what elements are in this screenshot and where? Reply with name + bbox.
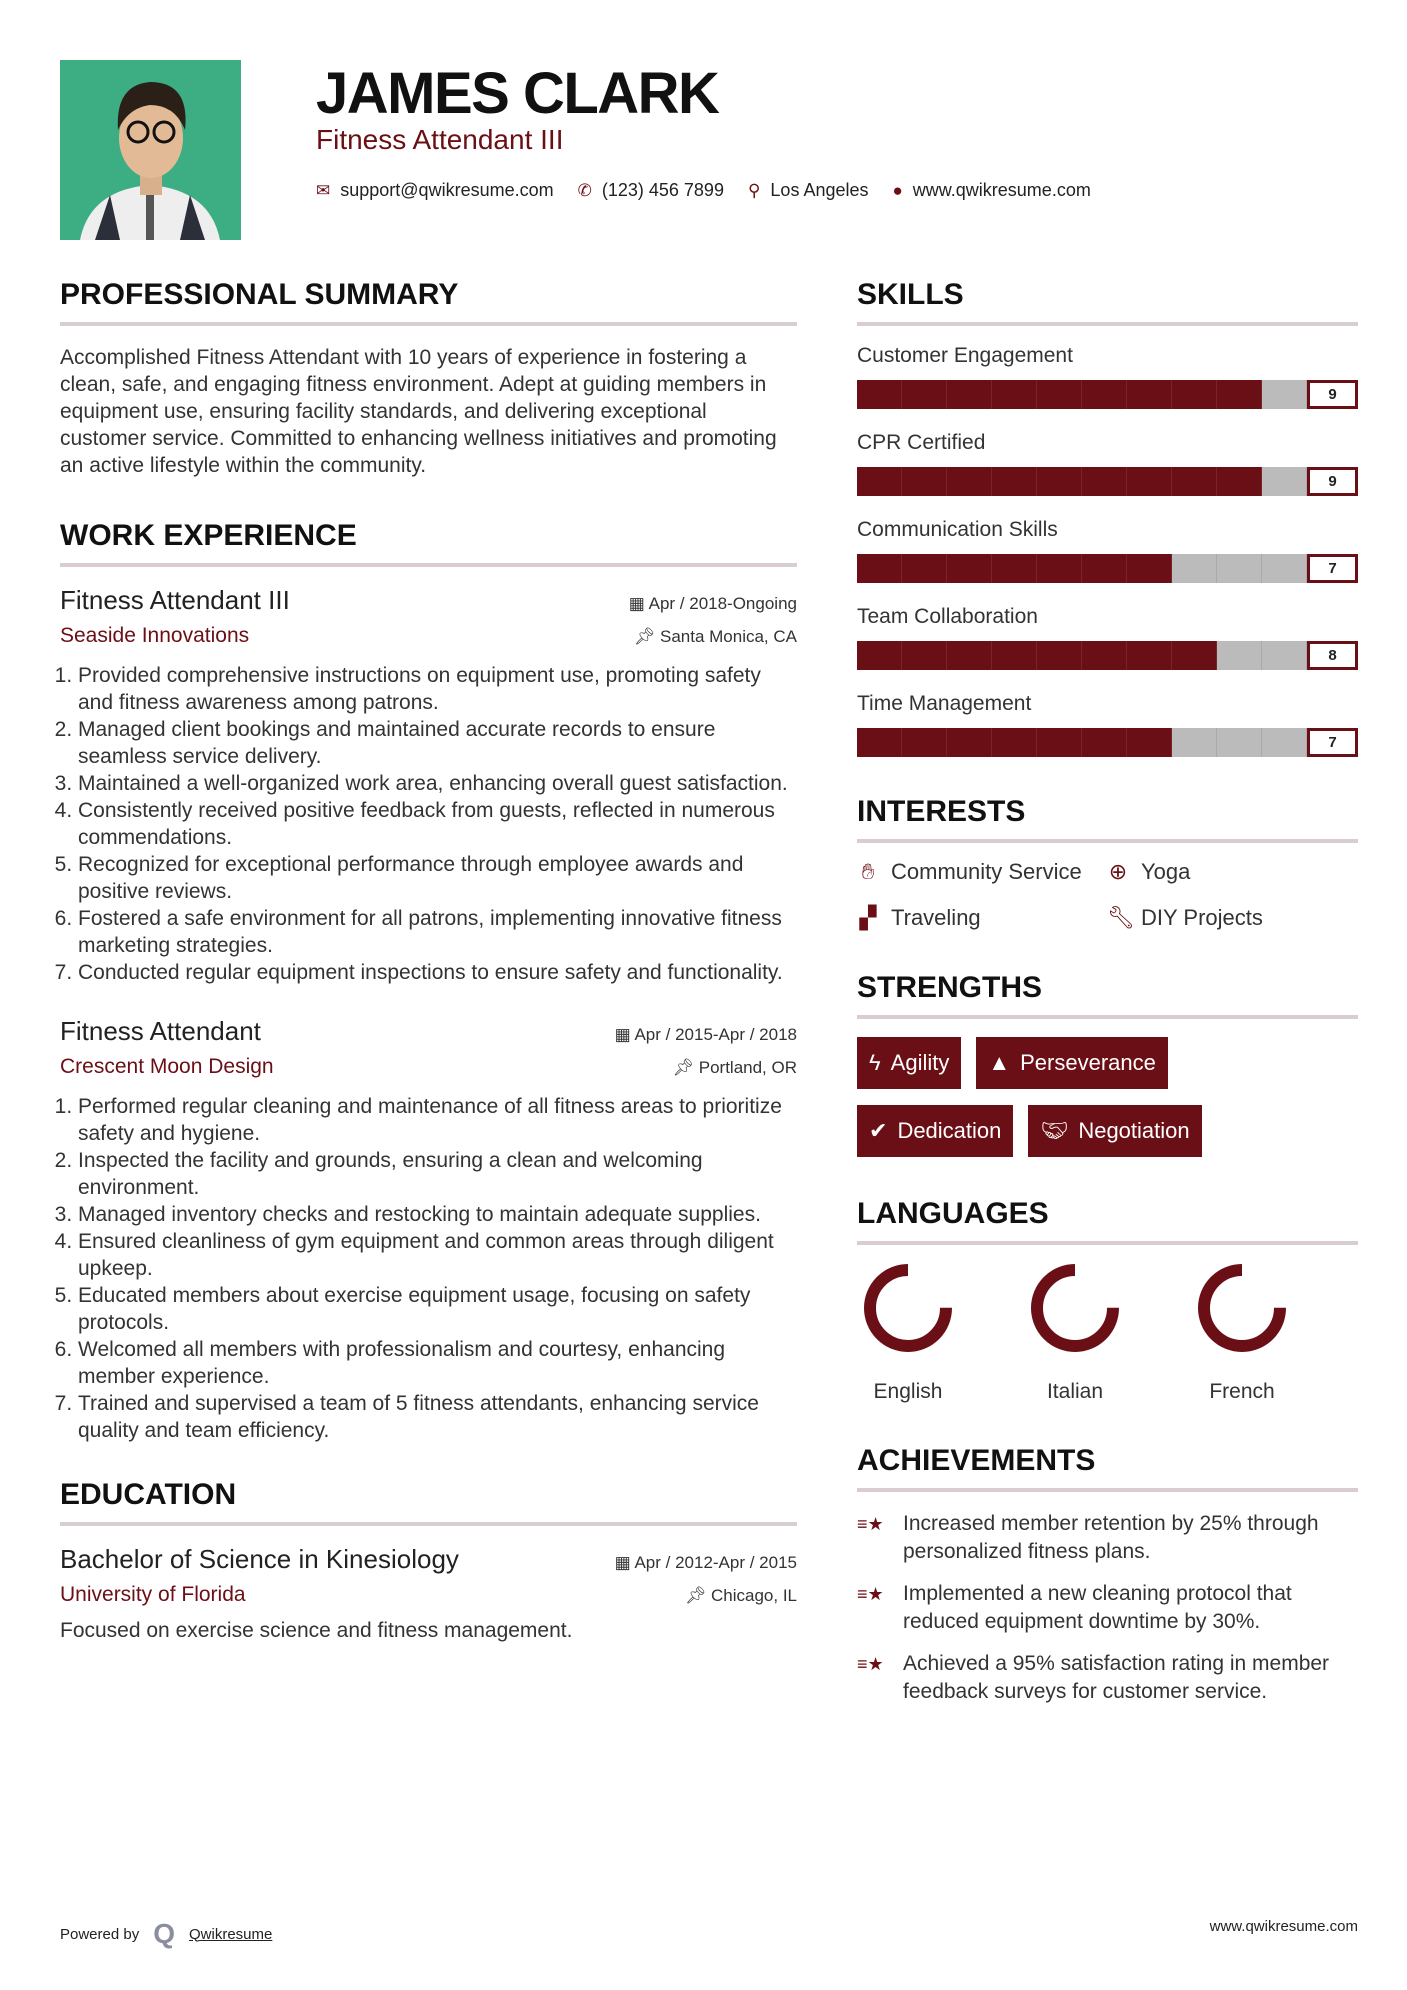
strength-label: Dedication bbox=[897, 1118, 1002, 1143]
job-dates: Apr / 2018-Ongoing bbox=[648, 594, 797, 613]
language-item bbox=[1197, 1263, 1287, 1404]
company-name: Crescent Moon Design bbox=[60, 1055, 274, 1078]
interest-item bbox=[1107, 905, 1357, 931]
calendar-icon: ▦ bbox=[614, 1553, 635, 1572]
skill-bar bbox=[857, 641, 1358, 670]
skill-name: CPR Certified bbox=[857, 431, 986, 454]
job-entry bbox=[60, 585, 797, 986]
skill-bar-segment bbox=[1262, 641, 1307, 670]
strength-badge bbox=[857, 1105, 1013, 1157]
job-bullet: 4. Consistently received positive feedback from guests, reflected in numerous commendations. bbox=[78, 797, 797, 851]
qwikresume-link[interactable]: Qwikresume bbox=[189, 1925, 273, 1943]
job-bullet: 5. Educated members about exercise equipment usage, focusing on safety protocols. bbox=[78, 1282, 797, 1336]
skill-bar-segment bbox=[947, 728, 992, 757]
achievement-text: Achieved a 95% satisfaction rating in member feedback surveys for customer service. bbox=[903, 1652, 1330, 1703]
star-icon: ≡★ bbox=[857, 1514, 884, 1534]
skill-bar-segment bbox=[1082, 554, 1127, 583]
achievement-item bbox=[857, 1510, 1358, 1566]
skill-bar-segment bbox=[1082, 641, 1127, 670]
job-bullet: 3. Managed inventory checks and restocking to maintain adequate supplies. bbox=[78, 1201, 797, 1228]
job-dates-wrap bbox=[615, 1025, 797, 1045]
skill-bar-segment bbox=[1172, 467, 1217, 496]
education-description: Focused on exercise science and fitness management. bbox=[60, 1619, 573, 1642]
candidate-name: JAMES CLARK bbox=[316, 61, 719, 126]
skill-bar-segment bbox=[992, 728, 1037, 757]
skill-value: 7 bbox=[1307, 728, 1358, 757]
skill-bar-segment bbox=[902, 554, 947, 583]
right-column bbox=[857, 278, 1358, 1720]
job-dates-wrap bbox=[629, 594, 797, 614]
skill-bar-segment bbox=[1127, 641, 1172, 670]
skill-bar-segment bbox=[1262, 728, 1307, 757]
skill-bar bbox=[857, 728, 1358, 757]
skill-bar-track bbox=[857, 380, 1307, 409]
pin-icon: 📌︎ bbox=[672, 1058, 699, 1077]
achievement-text: Implemented a new cleaning protocol that reduced equipment downtime by 30%. bbox=[903, 1582, 1292, 1633]
envelope-icon: ✉ bbox=[316, 180, 331, 200]
achievement-item bbox=[857, 1650, 1358, 1706]
skill-value: 9 bbox=[1307, 380, 1358, 409]
left-column bbox=[60, 278, 797, 1673]
job-company-row bbox=[60, 1055, 797, 1079]
skill-bar-segment bbox=[947, 554, 992, 583]
skill-name: Time Management bbox=[857, 692, 1032, 715]
skill-bar-segment bbox=[992, 380, 1037, 409]
skill-bar-segment bbox=[1037, 380, 1082, 409]
job-bullet: 1. Provided comprehensive instructions on equipment use, promoting safety and fitness awareness among patrons. bbox=[78, 662, 797, 716]
skill-name: Team Collaboration bbox=[857, 605, 1038, 628]
qwikresume-logo-icon: Q bbox=[153, 1918, 175, 1949]
skill-bar-segment bbox=[1037, 641, 1082, 670]
pin-icon: 📌︎ bbox=[633, 627, 660, 646]
phone-icon: ✆ bbox=[577, 180, 592, 200]
skill-value: 9 bbox=[1307, 467, 1358, 496]
skill-bar-segment bbox=[1172, 380, 1217, 409]
job-location-wrap bbox=[672, 1058, 797, 1078]
language-item bbox=[863, 1263, 953, 1404]
summary-text: Accomplished Fitness Attendant with 10 years of experience in fostering a clean, safe, and engaging fitness environment. Adept at guiding members in equipment use, ensuring facility standards, and delivering exceptional customer service. Committed to enhancing wellness initiatives and promoting an active lifestyle within the community. bbox=[60, 346, 777, 477]
skill-bar-segment bbox=[1037, 728, 1082, 757]
skill-bar-segment bbox=[1127, 728, 1172, 757]
interest-label: Yoga bbox=[1141, 859, 1191, 884]
job-location: Portland, OR bbox=[698, 1058, 797, 1077]
footer-left bbox=[60, 1918, 272, 1950]
job-bullet: 6. Fostered a safe environment for all patrons, implementing innovative fitness marketing strategies. bbox=[78, 905, 797, 959]
skill-bar-segment bbox=[902, 728, 947, 757]
job-header-row bbox=[60, 585, 797, 616]
skill-bar-segment bbox=[902, 467, 947, 496]
skill-bar-segment bbox=[1172, 554, 1217, 583]
degree: Bachelor of Science in Kinesiology bbox=[60, 1544, 459, 1574]
skill-item bbox=[857, 692, 1358, 757]
skill-bar-segment bbox=[1217, 380, 1262, 409]
star-icon: ≡★ bbox=[857, 1584, 884, 1604]
language-name: English bbox=[873, 1380, 943, 1403]
skill-item bbox=[857, 431, 1358, 496]
job-entry bbox=[60, 1016, 797, 1444]
skill-bar-segment bbox=[902, 641, 947, 670]
achievement-text: Increased member retention by 25% through personalized fitness plans. bbox=[903, 1512, 1319, 1563]
job-title: Fitness Attendant bbox=[60, 1016, 261, 1046]
contact-location: Los Angeles bbox=[770, 180, 869, 200]
skill-bar-segment bbox=[1037, 467, 1082, 496]
candidate-title: Fitness Attendant III bbox=[316, 124, 564, 155]
language-name: Italian bbox=[1046, 1380, 1104, 1403]
skill-bar-segment bbox=[902, 380, 947, 409]
skill-bar-segment bbox=[1127, 380, 1172, 409]
contact-email[interactable]: support@qwikresume.com bbox=[340, 180, 554, 200]
job-location: Santa Monica, CA bbox=[659, 627, 797, 646]
globe-icon: ● bbox=[892, 180, 903, 200]
check-circle-icon: ✔ bbox=[869, 1118, 888, 1143]
skill-bar-segment bbox=[1217, 641, 1262, 670]
star-icon: ≡★ bbox=[857, 1654, 884, 1674]
wrench-icon: 🔧︎ bbox=[1107, 905, 1135, 930]
job-title: Fitness Attendant III bbox=[60, 585, 290, 615]
section-heading-strengths: STRENGTHS bbox=[857, 971, 1358, 1019]
job-bullet: 1. Performed regular cleaning and maintenance of all fitness areas to prioritize safety and hygiene. bbox=[78, 1093, 797, 1147]
skill-bar-segment bbox=[947, 641, 992, 670]
hand-icon: ✋︎ bbox=[861, 859, 875, 884]
binoculars-icon: ▞ bbox=[859, 905, 877, 930]
skill-item bbox=[857, 605, 1358, 670]
company-name: Seaside Innovations bbox=[60, 624, 250, 647]
skill-bar-segment bbox=[1082, 728, 1127, 757]
calendar-icon: ▦ bbox=[628, 594, 649, 613]
skill-bar-segment bbox=[947, 467, 992, 496]
life-ring-icon: ⊕ bbox=[1108, 859, 1128, 884]
job-bullet: 7. Trained and supervised a team of 5 fitness attendants, enhancing service quality and team efficiency. bbox=[78, 1390, 797, 1444]
education-entry bbox=[60, 1544, 797, 1643]
language-level-arc bbox=[1037, 1270, 1113, 1346]
section-heading-experience: WORK EXPERIENCE bbox=[60, 519, 797, 567]
skill-bar-track bbox=[857, 467, 1307, 496]
contact-bar bbox=[316, 180, 1105, 201]
skill-bar-segment bbox=[1037, 554, 1082, 583]
skill-bar-segment bbox=[992, 641, 1037, 670]
job-bullet: 2. Inspected the facility and grounds, ensuring a clean and welcoming environment. bbox=[78, 1147, 797, 1201]
strength-badge bbox=[976, 1037, 1168, 1089]
road-icon: ▲ bbox=[988, 1050, 1011, 1075]
pin-icon: 📌︎ bbox=[684, 1586, 711, 1605]
language-name: French bbox=[1209, 1380, 1275, 1403]
language-level-ring bbox=[1197, 1263, 1287, 1358]
skill-bar-segment bbox=[992, 554, 1037, 583]
strength-label: Agility bbox=[890, 1050, 950, 1075]
achievement-item bbox=[857, 1580, 1358, 1636]
language-level-ring bbox=[863, 1263, 953, 1358]
interest-item bbox=[857, 859, 1107, 885]
bolt-icon: ϟ bbox=[869, 1050, 881, 1075]
job-location-wrap bbox=[634, 627, 797, 647]
language-item bbox=[1030, 1263, 1120, 1404]
skill-bar-segment bbox=[992, 467, 1037, 496]
section-heading-summary: PROFESSIONAL SUMMARY bbox=[60, 278, 797, 326]
powered-by-text: Powered by bbox=[60, 1925, 140, 1943]
skill-bar-segment bbox=[1172, 641, 1217, 670]
interest-label: DIY Projects bbox=[1141, 905, 1263, 930]
language-level-arc bbox=[1204, 1270, 1280, 1346]
skill-bar-segment bbox=[857, 380, 902, 409]
strength-badge bbox=[857, 1037, 961, 1089]
skill-bar-segment bbox=[1217, 728, 1262, 757]
language-level-ring bbox=[1030, 1263, 1120, 1358]
job-bullet: 5. Recognized for exceptional performance through employee awards and positive reviews. bbox=[78, 851, 797, 905]
section-heading-education: EDUCATION bbox=[60, 1478, 797, 1526]
skill-item bbox=[857, 518, 1358, 583]
job-bullet: 6. Welcomed all members with professionalism and courtesy, enhancing member experience. bbox=[78, 1336, 797, 1390]
skill-name: Customer Engagement bbox=[857, 344, 1073, 367]
skill-bar-segment bbox=[857, 467, 902, 496]
strength-badge bbox=[1028, 1105, 1201, 1157]
skill-bar-segment bbox=[1262, 554, 1307, 583]
section-heading-skills: SKILLS bbox=[857, 278, 1358, 326]
section-heading-interests: INTERESTS bbox=[857, 795, 1358, 843]
interest-item bbox=[1107, 859, 1357, 885]
school: University of Florida bbox=[60, 1583, 246, 1606]
strength-label: Negotiation bbox=[1078, 1118, 1190, 1143]
skill-bar-track bbox=[857, 554, 1307, 583]
job-company-row bbox=[60, 624, 797, 648]
skill-bar bbox=[857, 380, 1358, 409]
skill-bar-segment bbox=[947, 380, 992, 409]
language-level-arc bbox=[870, 1270, 946, 1346]
education-dates: Apr / 2012-Apr / 2015 bbox=[634, 1553, 797, 1572]
skill-value: 7 bbox=[1307, 554, 1358, 583]
job-bullets bbox=[60, 662, 797, 986]
skill-bar-segment bbox=[1262, 467, 1307, 496]
interest-label: Community Service bbox=[891, 859, 1082, 884]
job-bullet: 2. Managed client bookings and maintained accurate records to ensure seamless service delivery. bbox=[78, 716, 797, 770]
job-bullet: 7. Conducted regular equipment inspections to ensure safety and functionality. bbox=[78, 959, 797, 986]
interest-item bbox=[857, 905, 1107, 931]
skill-bar-segment bbox=[1082, 380, 1127, 409]
skill-bar bbox=[857, 554, 1358, 583]
skill-bar-segment bbox=[1082, 467, 1127, 496]
footer-url[interactable]: www.qwikresume.com bbox=[1209, 1918, 1358, 1935]
education-location: Chicago, IL bbox=[711, 1586, 797, 1605]
skill-bar-segment bbox=[857, 554, 902, 583]
skill-name: Communication Skills bbox=[857, 518, 1058, 541]
skill-bar-segment bbox=[1127, 554, 1172, 583]
profile-photo bbox=[60, 60, 241, 240]
job-bullets bbox=[60, 1093, 797, 1444]
job-bullet: 3. Maintained a well-organized work area, enhancing overall guest satisfaction. bbox=[78, 770, 797, 797]
skill-value: 8 bbox=[1307, 641, 1358, 670]
handshake-icon: 🤝︎ bbox=[1040, 1118, 1069, 1143]
skill-bar-segment bbox=[1127, 467, 1172, 496]
section-heading-languages: LANGUAGES bbox=[857, 1197, 1358, 1245]
interest-label: Traveling bbox=[891, 905, 981, 930]
skill-bar bbox=[857, 467, 1358, 496]
job-header-row bbox=[60, 1016, 797, 1047]
skill-bar-segment bbox=[857, 728, 902, 757]
skill-bar-segment bbox=[1262, 380, 1307, 409]
skill-bar-segment bbox=[1217, 554, 1262, 583]
strength-label: Perseverance bbox=[1020, 1050, 1156, 1075]
skill-item bbox=[857, 344, 1358, 409]
job-dates: Apr / 2015-Apr / 2018 bbox=[634, 1025, 797, 1044]
skill-bar-track bbox=[857, 728, 1307, 757]
contact-website[interactable]: www.qwikresume.com bbox=[912, 180, 1091, 200]
skill-bar-segment bbox=[1172, 728, 1217, 757]
skill-bar-track bbox=[857, 641, 1307, 670]
job-bullet: 4. Ensured cleanliness of gym equipment and common areas through diligent upkeep. bbox=[78, 1228, 797, 1282]
calendar-icon: ▦ bbox=[614, 1025, 635, 1044]
skill-bar-segment bbox=[1217, 467, 1262, 496]
skill-bar-segment bbox=[857, 641, 902, 670]
section-heading-achievements: ACHIEVEMENTS bbox=[857, 1444, 1358, 1492]
map-pin-icon: ⚲ bbox=[747, 180, 761, 200]
contact-phone[interactable]: (123) 456 7899 bbox=[601, 180, 724, 200]
